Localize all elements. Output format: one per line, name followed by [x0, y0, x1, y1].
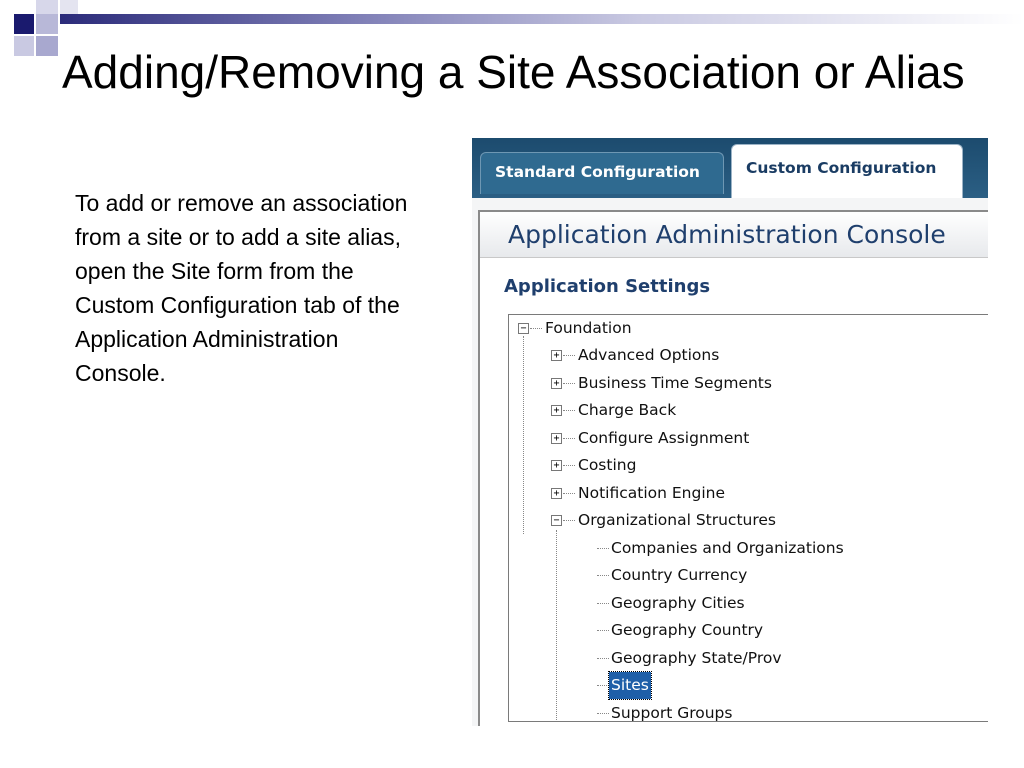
expand-plus-icon[interactable]: +	[551, 378, 562, 389]
tree-item-label: Notification Engine	[578, 484, 725, 502]
tree-connector	[597, 685, 609, 686]
tree-item-label: Geography State/Prov	[611, 649, 782, 667]
expand-plus-icon[interactable]: +	[551, 488, 562, 499]
tree-connector	[563, 520, 575, 521]
slide-title: Adding/Removing a Site Association or Alias	[62, 46, 965, 98]
tree-item-label: Country Currency	[611, 566, 748, 584]
decorative-square-icon	[36, 14, 58, 34]
tree-connector	[597, 575, 609, 576]
tree-connector	[597, 548, 609, 549]
tree-connector	[563, 438, 575, 439]
settings-heading: Application Settings	[504, 276, 711, 297]
tree-connector	[563, 383, 575, 384]
tree-item-label: Support Groups	[611, 704, 733, 722]
collapse-minus-icon[interactable]: −	[518, 323, 529, 334]
tab-custom-configuration[interactable]: Custom Configuration	[731, 144, 963, 198]
tree-item-label: Advanced Options	[578, 346, 720, 364]
decorative-square-icon	[14, 36, 34, 56]
tree-item-label-selected: Sites	[609, 672, 651, 699]
decorative-square-icon	[14, 14, 34, 34]
tree-item-label: Configure Assignment	[578, 429, 750, 447]
collapse-minus-icon[interactable]: −	[551, 515, 562, 526]
decorative-square-icon	[36, 0, 58, 14]
console-title: Application Administration Console	[480, 212, 988, 258]
tree-item-label: Companies and Organizations	[611, 539, 844, 557]
decorative-square-icon	[36, 36, 58, 56]
expand-plus-icon[interactable]: +	[551, 350, 562, 361]
tree-connector	[597, 630, 609, 631]
tree-connector	[523, 336, 524, 534]
tree-connector	[530, 328, 542, 329]
tree-connector	[597, 658, 609, 659]
tree-item-label: Organizational Structures	[578, 511, 777, 529]
tree-connector	[556, 530, 557, 722]
tree-connector	[597, 603, 609, 604]
tab-standard-configuration[interactable]: Standard Configuration	[480, 152, 724, 194]
tree-item-label: Foundation	[545, 319, 632, 337]
tree-item-label: Business Time Segments	[578, 374, 772, 392]
tab-content	[472, 198, 988, 726]
tree-item-label: Geography Country	[611, 621, 764, 639]
tree-connector	[563, 493, 575, 494]
body-text: To add or remove an association from a site or to add a site alias, open the Site form from the Custom Configuration tab of the Application Administration Console.	[75, 190, 408, 386]
header-gradient-line	[60, 14, 1024, 24]
expand-plus-icon[interactable]: +	[551, 433, 562, 444]
tree-item-label: Costing	[578, 456, 637, 474]
console-frame	[478, 210, 988, 726]
tree-connector	[563, 410, 575, 411]
tree-item-label: Charge Back	[578, 401, 677, 419]
console-screenshot	[472, 138, 988, 726]
tree-connector	[563, 465, 575, 466]
decorative-square-icon	[60, 0, 78, 14]
tree-connector	[563, 355, 575, 356]
tree-item-label: Geography Cities	[611, 594, 745, 612]
settings-tree[interactable]	[508, 314, 988, 722]
tree-connector	[597, 713, 609, 714]
tab-bar	[472, 138, 988, 198]
expand-plus-icon[interactable]: +	[551, 405, 562, 416]
expand-plus-icon[interactable]: +	[551, 460, 562, 471]
